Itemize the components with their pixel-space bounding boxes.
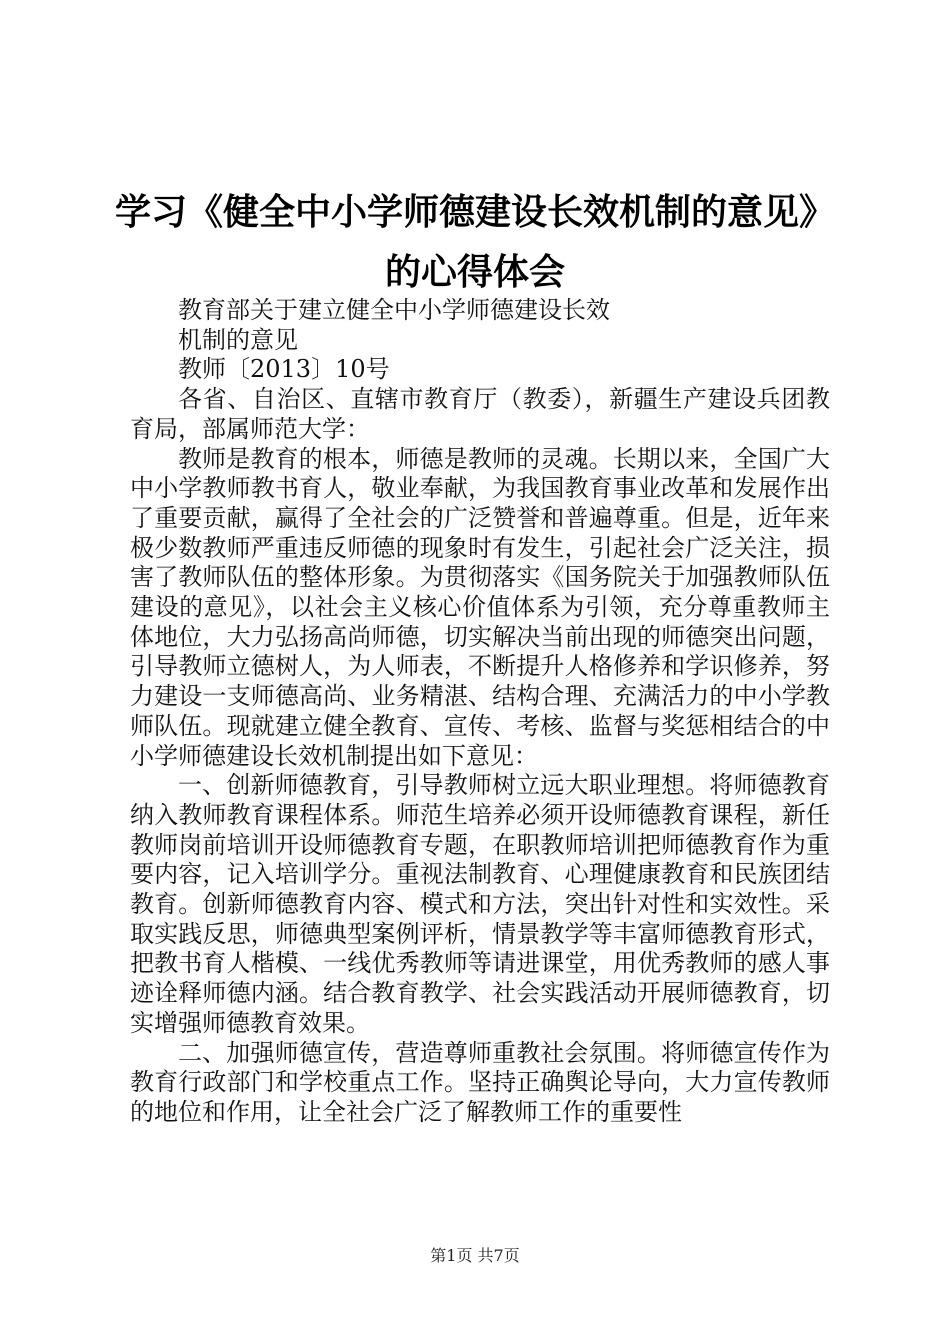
document-number: 教师〔2013〕10号: [178, 355, 390, 384]
addressee-paragraph: 各省、自治区、直辖市教育厅（教委），新疆生产建设兵团教育局，部属师范大学：: [130, 385, 830, 443]
document-title-line-1: 学习《健全中小学师德建设长效机制的意见》: [114, 191, 835, 233]
cited-document-title-line-1: 教育部关于建立健全中小学师德建设长效: [178, 296, 610, 324]
document-body: [130, 296, 830, 1128]
cited-document-title-line-2: 机制的意见: [178, 325, 298, 354]
page-number-footer: 第1页 共7页: [430, 1246, 520, 1265]
document-title-line-2: 的心得体会: [384, 251, 565, 293]
body-paragraph-3: 二、加强师德宣传，营造尊师重教社会氛围。将师德宣传作为教育行政部门和学校重点工作。坚持正确舆论导向，大力宣传教师的地位和作用，让全社会广泛了解教师工作的重要性: [130, 1038, 830, 1126]
body-paragraph-2: 一、创新师德教育，引导教师树立远大职业理想。将师德教育纳入教师教育课程体系。师范生培养必须开设师德教育课程，新任教师岗前培训开设师德教育专题，在职教师培训把师德教育作为重要内容，记入培训学分。重视法制教育、心理健康教育和民族团结教育。创新师德教育内容、模式和方法，突出针对性和实效性。采取实践反思，师德典型案例评析，情景教学等丰富师德教育形式，把教书育人楷模、一线优秀教师等请进课堂，用优秀教师的感人事迹诠释师德内涵。结合教育教学、社会实践活动开展师德教育，切实增强师德教育效果。: [130, 771, 830, 1037]
body-paragraph-1: 教师是教育的根本，师德是教师的灵魂。长期以来，全国广大中小学教师教书育人，敬业奉献，为我国教育事业改革和发展作出了重要贡献，赢得了全社会的广泛赞誉和普遍尊重。但是，近年来极少数教师严重违反师德的现象时有发生，引起社会广泛关注，损害了教师队伍的整体形象。为贯彻落实《国务院关于加强教师队伍建设的意见》，以社会主义核心价值体系为引领，充分尊重教师主体地位，大力弘扬高尚师德，切实解决当前出现的师德突出问题，引导教师立德树人，为人师表，不断提升人格修养和学识修养，努力建设一支师德高尚、业务精湛、结构合理、充满活力的中小学教师队伍。现就建立健全教育、宣传、考核、监督与奖惩相结合的中小学师德建设长效机制提出如下意见：: [130, 444, 830, 770]
